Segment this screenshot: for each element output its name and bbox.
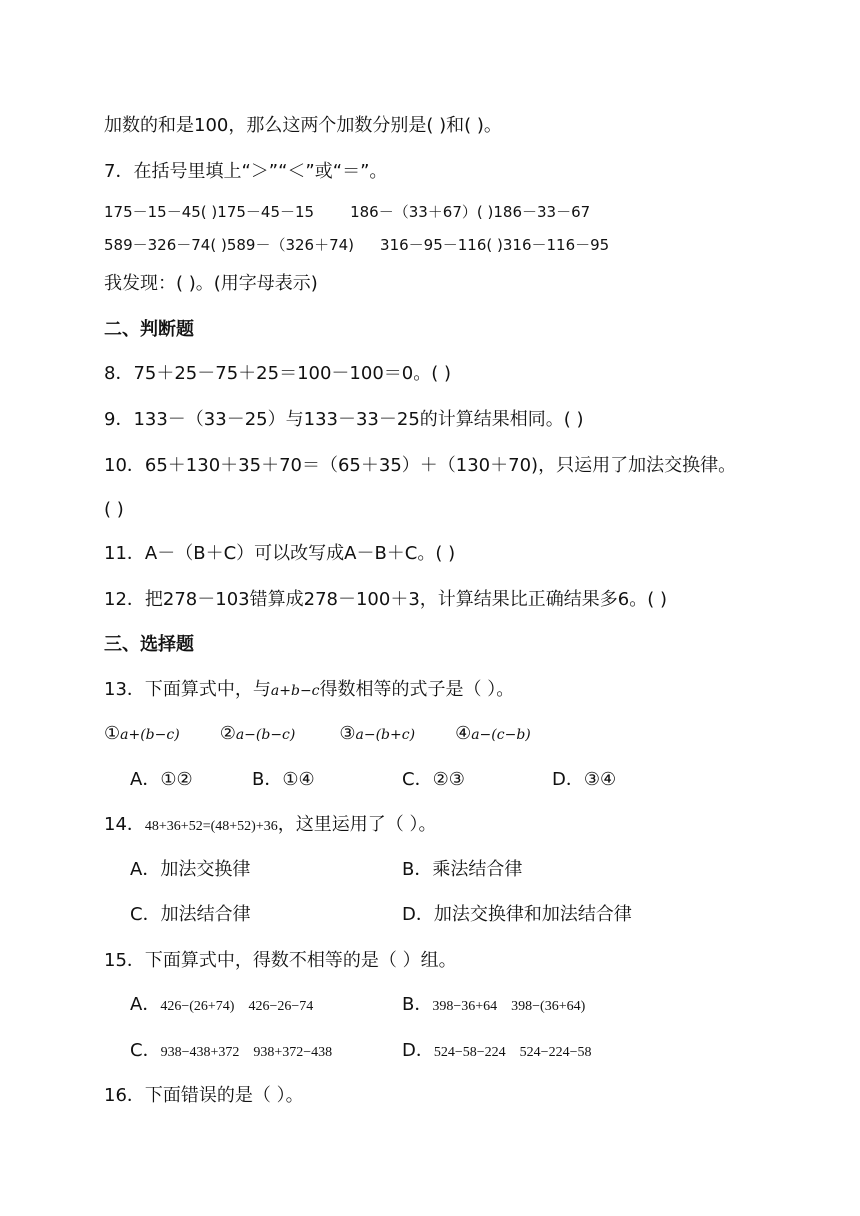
q13-item-1-mark: ① — [104, 723, 121, 744]
q6-continued-text: 加数的和是100，那么这两个加数分别是( )和( )。 — [104, 115, 502, 136]
q14-option-b[interactable]: B．乘法结合律 — [402, 859, 523, 880]
q13-item-4-expr: a−(c−b) — [471, 727, 531, 743]
q7-finding: 我发现：( )。(用字母表示) — [104, 273, 318, 294]
q15-option-a-label: A． — [130, 994, 161, 1015]
q15-option-b-expr1: 398−36+64 — [432, 999, 498, 1014]
q15-option-a[interactable] — [130, 993, 313, 1019]
q7-row2 — [104, 233, 609, 257]
q15-option-a-expr1: 426−(26+74) — [160, 999, 235, 1014]
q8-text: 8．75＋25－75＋25＝100－100＝0。( ) — [104, 363, 452, 384]
q10-text: 10．65＋130＋35＋70＝（65＋35）＋（130＋70)，只运用了加法交换律。 — [104, 455, 737, 476]
q13-item-3-expr: a−(b+c) — [355, 727, 416, 743]
q14-option-a[interactable]: A．加法交换律 — [130, 859, 251, 880]
q13-item-3-mark: ③ — [339, 723, 356, 744]
q15-option-c[interactable] — [130, 1039, 332, 1065]
q15-option-d-expr2: 524−224−58 — [519, 1045, 592, 1060]
q13-option-d[interactable]: D．③④ — [552, 769, 617, 790]
section3-title: 三、选择题 — [104, 634, 194, 655]
section2-title: 二、判断题 — [104, 319, 194, 340]
q15-option-b-expr2: 398−(36+64) — [511, 999, 586, 1014]
q13-option-c[interactable]: C．②③ — [402, 769, 465, 790]
q13-stem-pre: 13．下面算式中，与 — [104, 679, 271, 700]
q13-stem — [104, 678, 514, 703]
q13-item-3 — [339, 723, 415, 744]
q13-item-4 — [455, 723, 531, 744]
q13-items — [104, 722, 531, 747]
q13-item-2 — [220, 723, 296, 744]
q13-option-b[interactable]: B．①④ — [252, 769, 315, 790]
q15-option-d-label: D． — [402, 1040, 434, 1061]
q13-option-a[interactable]: A．①② — [130, 769, 193, 790]
q10-paren: ( ) — [104, 499, 124, 520]
q14-expr: 48+36+52=(48+52)+36 — [144, 819, 278, 834]
q7-row2-a: 589－326－74( )589－（326＋74) — [104, 236, 355, 254]
q7-row1 — [104, 200, 590, 224]
q7-row1-a: 175－15－45( )175－45－15 — [104, 203, 315, 221]
q15-stem: 15．下面算式中，得数不相等的是（ ）组。 — [104, 950, 457, 971]
q15-option-a-expr2: 426−26−74 — [248, 999, 314, 1014]
q15-option-c-expr1: 938−438+372 — [160, 1045, 240, 1060]
q13-item-2-mark: ② — [219, 723, 236, 744]
q7-row1-b: 186－（33＋67）( )186－33－67 — [350, 203, 591, 221]
q15-option-d-expr1: 524−58−224 — [433, 1045, 506, 1060]
q7-stem: 7．在括号里填上“＞”“＜”或“＝”。 — [104, 161, 388, 182]
q15-option-b[interactable] — [402, 993, 585, 1019]
q13-stem-post: 得数相等的式子是（ ）。 — [319, 679, 515, 700]
q13-item-2-expr: a−(b−c) — [235, 727, 296, 743]
q9-text: 9．133－（33－25）与133－33－25的计算结果相同。( ) — [104, 409, 584, 430]
q12-text: 12．把278－103错算成278－100＋3，计算结果比正确结果多6。( ) — [104, 589, 667, 610]
q16-stem: 16．下面错误的是（ ）。 — [104, 1085, 304, 1106]
q14-post: ，这里运用了（ ）。 — [277, 814, 437, 835]
q15-option-c-label: C． — [130, 1040, 161, 1061]
q14-stem — [104, 813, 436, 839]
q13-stem-expr: a+b−c — [270, 683, 320, 699]
q13-item-4-mark: ④ — [455, 723, 472, 744]
q14-option-c[interactable]: C．加法结合律 — [130, 904, 251, 925]
q15-option-c-expr2: 938+372−438 — [253, 1045, 333, 1060]
q14-option-d[interactable]: D．加法交换律和加法结合律 — [402, 904, 632, 925]
q7-row2-b: 316－95－116( )316－116－95 — [380, 236, 610, 254]
q13-item-1 — [104, 723, 180, 744]
q15-option-d[interactable] — [402, 1039, 591, 1065]
q14-num: 14． — [104, 814, 145, 835]
q13-item-1-expr: a+(b−c) — [120, 727, 180, 743]
q11-text: 11．A－（B＋C）可以改写成A－B＋C。( ) — [104, 543, 456, 564]
q15-option-b-label: B． — [402, 994, 433, 1015]
